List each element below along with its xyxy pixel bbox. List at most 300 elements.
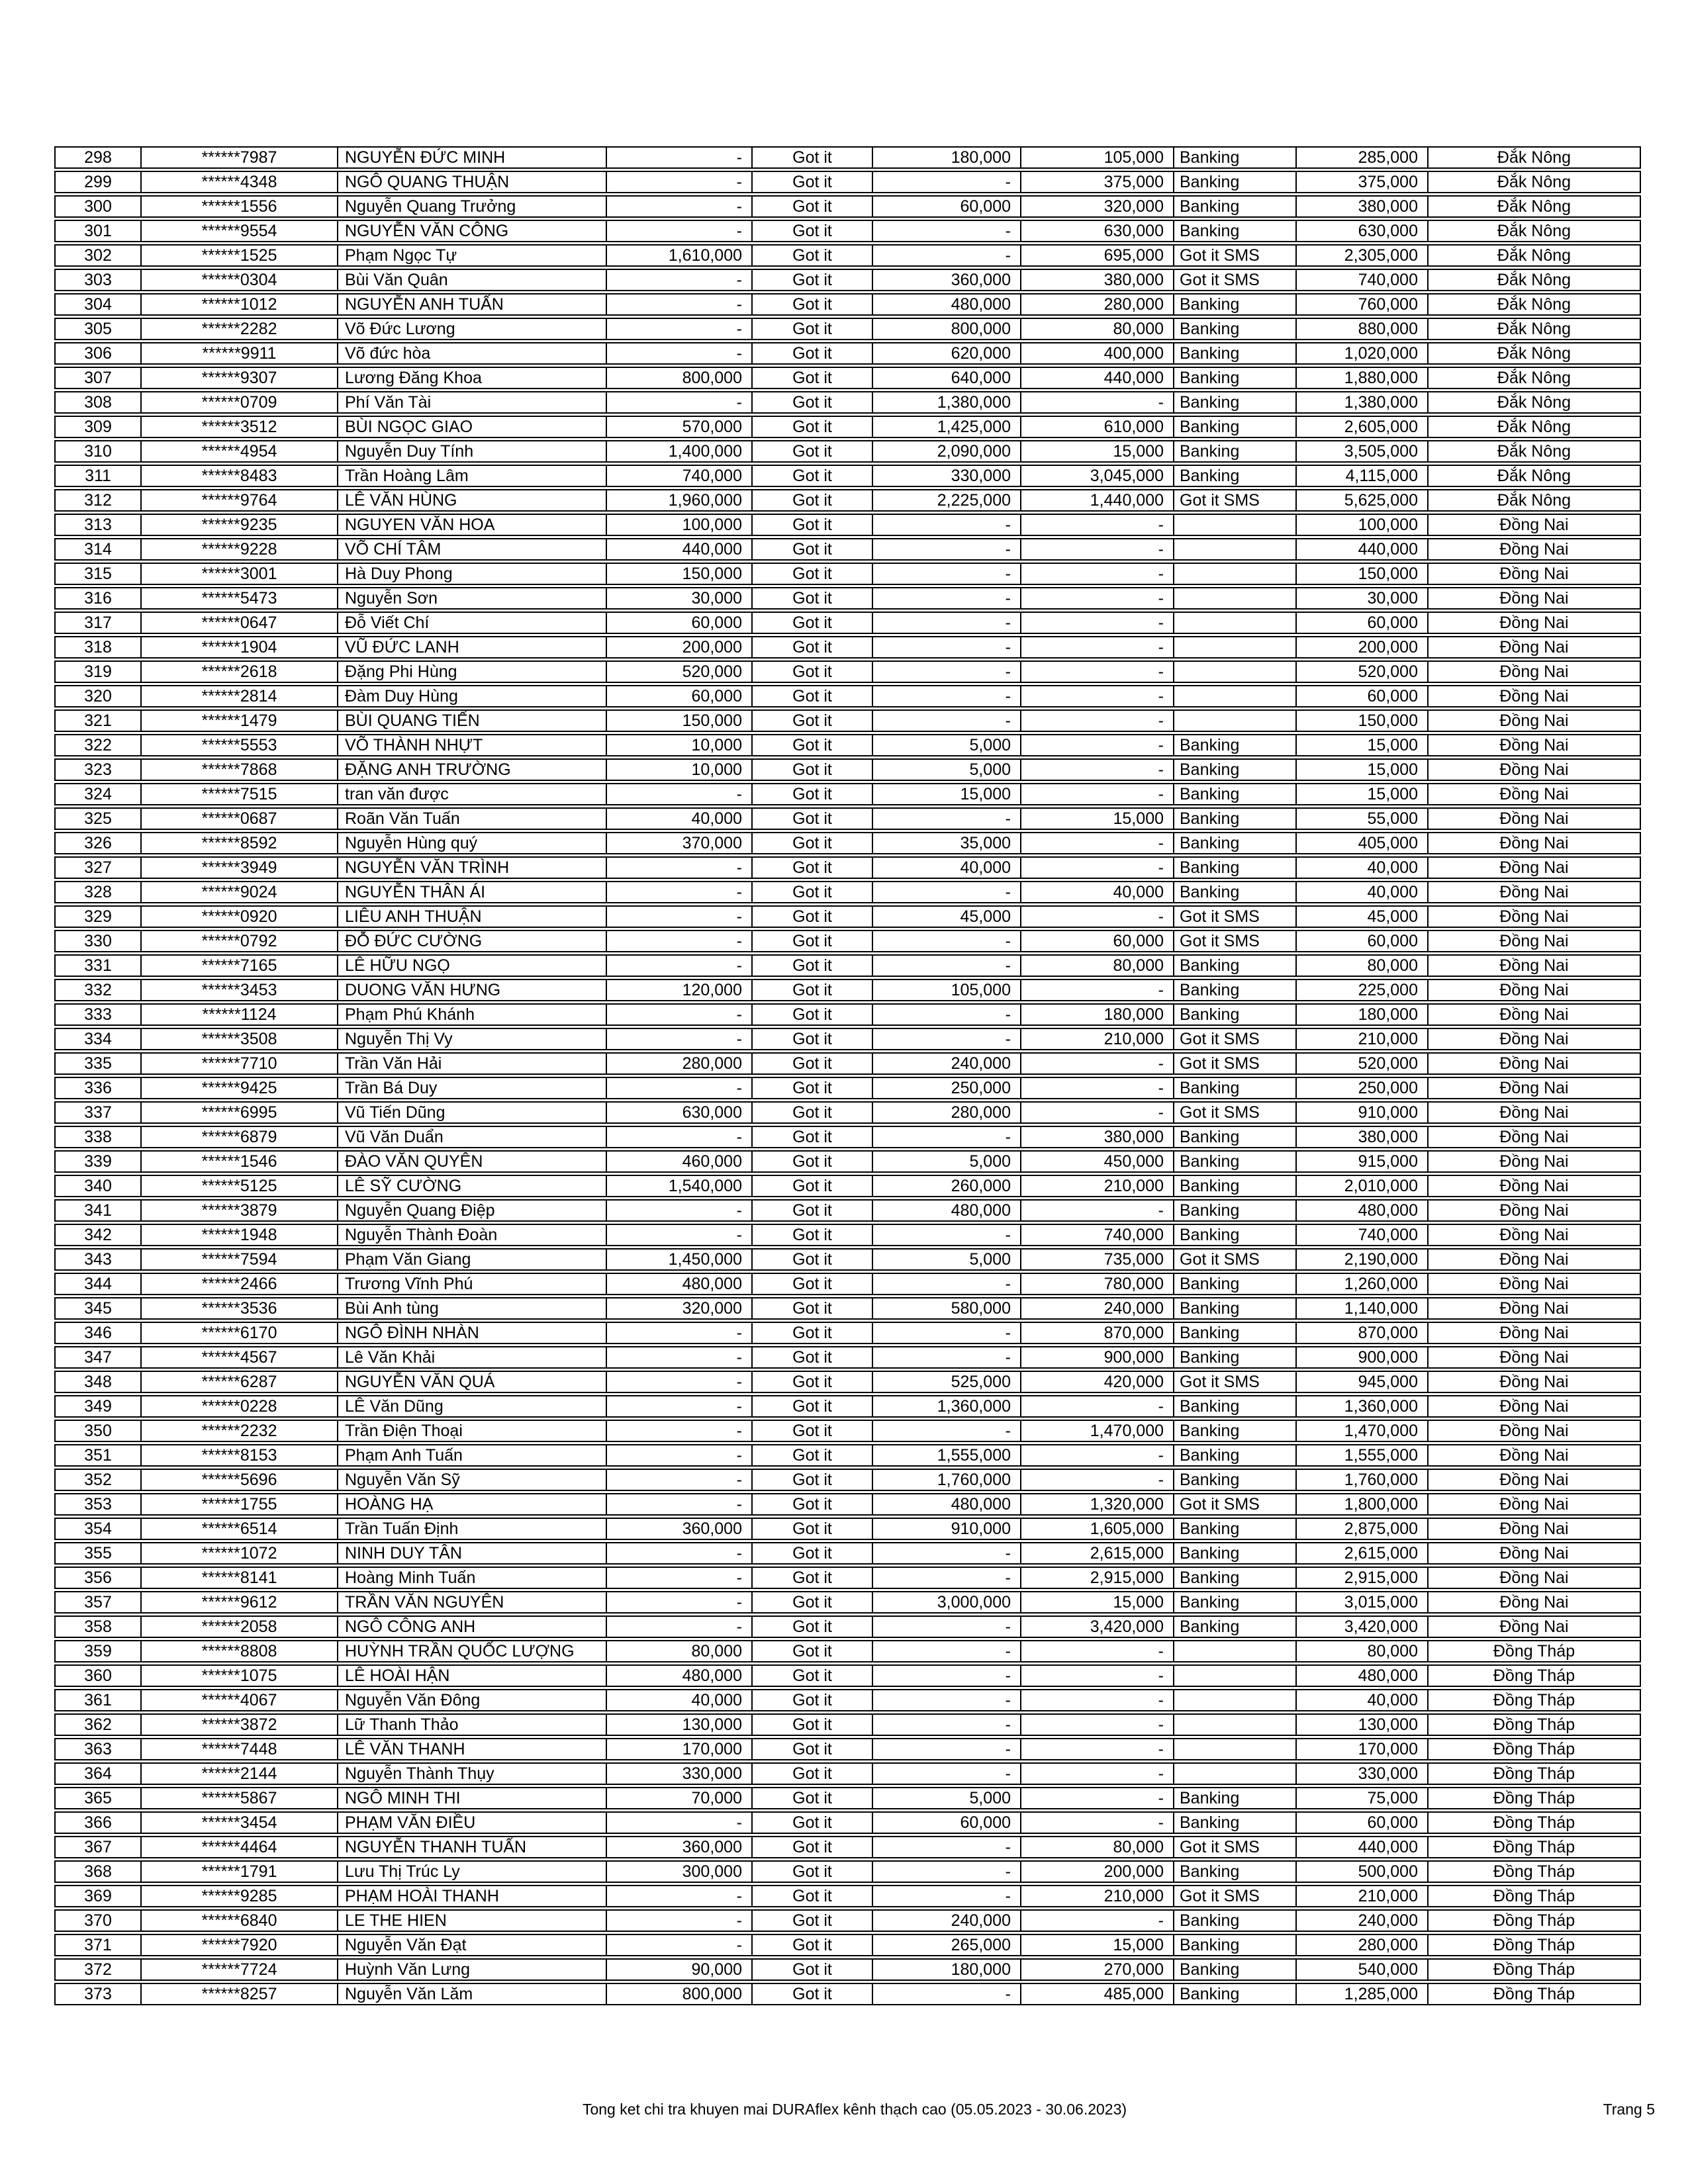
- total-amount-cell: 75,000: [1297, 1787, 1429, 1809]
- table-row: [54, 1077, 1641, 1099]
- total-amount-cell: 60,000: [1297, 612, 1429, 634]
- status-cell: Got it: [753, 1811, 873, 1834]
- table-row: [54, 1224, 1641, 1246]
- masked-phone-cell: ******8483: [142, 465, 338, 487]
- payment-method-cell: Banking: [1174, 1518, 1297, 1540]
- table-row: [54, 1958, 1641, 1981]
- status-cell: Got it: [753, 563, 873, 585]
- province-cell: Đắk Nông: [1429, 465, 1641, 487]
- total-amount-cell: 40,000: [1297, 1689, 1429, 1711]
- amount-1-cell: 1,450,000: [607, 1248, 753, 1271]
- amount-1-cell: -: [607, 1346, 753, 1369]
- amount-2-cell: 580,000: [873, 1297, 1021, 1320]
- province-cell: Đồng Tháp: [1429, 1713, 1641, 1736]
- payment-method-cell: Got it SMS: [1174, 1101, 1297, 1124]
- province-cell: Đồng Tháp: [1429, 1689, 1641, 1711]
- amount-1-cell: 440,000: [607, 538, 753, 561]
- masked-phone-cell: ******0792: [142, 930, 338, 952]
- masked-phone-cell: ******8257: [142, 1983, 338, 2005]
- table-row: [54, 1738, 1641, 1760]
- total-amount-cell: 4,115,000: [1297, 465, 1429, 487]
- total-amount-cell: 2,615,000: [1297, 1542, 1429, 1565]
- row-number-cell: 311: [54, 465, 142, 487]
- payment-method-cell: Banking: [1174, 881, 1297, 903]
- table-row: [54, 195, 1641, 218]
- payment-method-cell: [1174, 514, 1297, 536]
- amount-3-cell: 80,000: [1021, 954, 1174, 977]
- status-cell: Got it: [753, 1860, 873, 1883]
- amount-1-cell: -: [607, 1934, 753, 1956]
- total-amount-cell: 945,000: [1297, 1371, 1429, 1393]
- masked-phone-cell: ******6840: [142, 1909, 338, 1932]
- customer-name-cell: BÙI QUANG TIẾN: [338, 709, 607, 732]
- amount-2-cell: 480,000: [873, 1199, 1021, 1222]
- amount-3-cell: 15,000: [1021, 1591, 1174, 1614]
- amount-1-cell: 200,000: [607, 636, 753, 659]
- status-cell: Got it: [753, 807, 873, 830]
- status-cell: Got it: [753, 538, 873, 561]
- row-number-cell: 331: [54, 954, 142, 977]
- province-cell: Đồng Tháp: [1429, 1762, 1641, 1785]
- customer-name-cell: Phạm Anh Tuấn: [338, 1444, 607, 1467]
- masked-phone-cell: ******5867: [142, 1787, 338, 1809]
- table-row: [54, 1811, 1641, 1834]
- row-number-cell: 304: [54, 293, 142, 316]
- amount-2-cell: 15,000: [873, 783, 1021, 805]
- customer-name-cell: NGUYỄN VĂN QUÁ: [338, 1371, 607, 1393]
- amount-1-cell: -: [607, 1909, 753, 1932]
- row-number-cell: 303: [54, 269, 142, 291]
- amount-1-cell: 150,000: [607, 709, 753, 732]
- amount-3-cell: -: [1021, 636, 1174, 659]
- table-row: [54, 1885, 1641, 1907]
- customer-name-cell: Bùi Văn Quân: [338, 269, 607, 291]
- customer-name-cell: NGÔ MINH THI: [338, 1787, 607, 1809]
- province-cell: Đắk Nông: [1429, 342, 1641, 365]
- province-cell: Đắk Nông: [1429, 220, 1641, 242]
- payment-method-cell: [1174, 612, 1297, 634]
- row-number-cell: 367: [54, 1836, 142, 1858]
- status-cell: Got it: [753, 1469, 873, 1491]
- masked-phone-cell: ******9307: [142, 367, 338, 389]
- payment-method-cell: Banking: [1174, 1126, 1297, 1148]
- province-cell: Đồng Nai: [1429, 905, 1641, 928]
- row-number-cell: 325: [54, 807, 142, 830]
- amount-3-cell: 740,000: [1021, 1224, 1174, 1246]
- amount-3-cell: 240,000: [1021, 1297, 1174, 1320]
- amount-2-cell: -: [873, 1028, 1021, 1050]
- table-row: [54, 342, 1641, 365]
- amount-1-cell: 100,000: [607, 514, 753, 536]
- table-row: [54, 832, 1641, 854]
- payment-method-cell: Got it SMS: [1174, 905, 1297, 928]
- province-cell: Đồng Nai: [1429, 783, 1641, 805]
- total-amount-cell: 30,000: [1297, 587, 1429, 610]
- masked-phone-cell: ******5125: [142, 1175, 338, 1197]
- masked-phone-cell: ******4954: [142, 440, 338, 463]
- province-cell: Đắk Nông: [1429, 293, 1641, 316]
- amount-1-cell: -: [607, 856, 753, 879]
- table-row: [54, 1836, 1641, 1858]
- payment-method-cell: Banking: [1174, 832, 1297, 854]
- customer-name-cell: NGUYEN VĂN HOA: [338, 514, 607, 536]
- province-cell: Đồng Nai: [1429, 758, 1641, 781]
- masked-phone-cell: ******6995: [142, 1101, 338, 1124]
- payment-method-cell: Got it SMS: [1174, 489, 1297, 512]
- amount-2-cell: -: [873, 612, 1021, 634]
- table-row: [54, 734, 1641, 756]
- payment-method-cell: Banking: [1174, 293, 1297, 316]
- customer-name-cell: ĐẶNG ANH TRƯỜNG: [338, 758, 607, 781]
- amount-3-cell: 1,470,000: [1021, 1420, 1174, 1442]
- masked-phone-cell: ******5553: [142, 734, 338, 756]
- total-amount-cell: 330,000: [1297, 1762, 1429, 1785]
- table-row: [54, 881, 1641, 903]
- table-row: [54, 367, 1641, 389]
- total-amount-cell: 440,000: [1297, 538, 1429, 561]
- customer-name-cell: Hoàng Minh Tuấn: [338, 1567, 607, 1589]
- status-cell: Got it: [753, 1175, 873, 1197]
- row-number-cell: 328: [54, 881, 142, 903]
- amount-3-cell: 40,000: [1021, 881, 1174, 903]
- amount-1-cell: 800,000: [607, 367, 753, 389]
- amount-3-cell: 780,000: [1021, 1273, 1174, 1295]
- row-number-cell: 306: [54, 342, 142, 365]
- amount-1-cell: 740,000: [607, 465, 753, 487]
- province-cell: Đồng Nai: [1429, 1126, 1641, 1148]
- customer-name-cell: Phí Văn Tài: [338, 391, 607, 414]
- payment-method-cell: [1174, 1738, 1297, 1760]
- payment-method-cell: [1174, 1664, 1297, 1687]
- total-amount-cell: 1,360,000: [1297, 1395, 1429, 1418]
- amount-2-cell: -: [873, 1224, 1021, 1246]
- total-amount-cell: 240,000: [1297, 1909, 1429, 1932]
- payment-method-cell: Banking: [1174, 1420, 1297, 1442]
- row-number-cell: 341: [54, 1199, 142, 1222]
- amount-2-cell: 1,380,000: [873, 391, 1021, 414]
- total-amount-cell: 2,875,000: [1297, 1518, 1429, 1540]
- table-row: [54, 783, 1641, 805]
- row-number-cell: 337: [54, 1101, 142, 1124]
- amount-3-cell: 375,000: [1021, 171, 1174, 193]
- masked-phone-cell: ******4567: [142, 1346, 338, 1369]
- province-cell: Đồng Nai: [1429, 587, 1641, 610]
- amount-3-cell: 80,000: [1021, 318, 1174, 340]
- province-cell: Đắk Nông: [1429, 440, 1641, 463]
- total-amount-cell: 285,000: [1297, 146, 1429, 169]
- amount-1-cell: -: [607, 1444, 753, 1467]
- row-number-cell: 309: [54, 416, 142, 438]
- row-number-cell: 373: [54, 1983, 142, 2005]
- table-row: [54, 1150, 1641, 1173]
- amount-3-cell: 485,000: [1021, 1983, 1174, 2005]
- row-number-cell: 345: [54, 1297, 142, 1320]
- row-number-cell: 370: [54, 1909, 142, 1932]
- masked-phone-cell: ******1525: [142, 244, 338, 267]
- status-cell: Got it: [753, 1518, 873, 1540]
- amount-3-cell: -: [1021, 1664, 1174, 1687]
- amount-1-cell: -: [607, 1199, 753, 1222]
- amount-1-cell: -: [607, 171, 753, 193]
- status-cell: Got it: [753, 905, 873, 928]
- total-amount-cell: 2,915,000: [1297, 1567, 1429, 1589]
- table-row: [54, 807, 1641, 830]
- amount-3-cell: -: [1021, 783, 1174, 805]
- table-row: [54, 1248, 1641, 1271]
- total-amount-cell: 250,000: [1297, 1077, 1429, 1099]
- payment-method-cell: Banking: [1174, 1811, 1297, 1834]
- amount-3-cell: 450,000: [1021, 1150, 1174, 1173]
- total-amount-cell: 540,000: [1297, 1958, 1429, 1981]
- row-number-cell: 320: [54, 685, 142, 707]
- amount-2-cell: -: [873, 171, 1021, 193]
- row-number-cell: 363: [54, 1738, 142, 1760]
- amount-1-cell: 300,000: [607, 1860, 753, 1883]
- province-cell: Đắk Nông: [1429, 269, 1641, 291]
- masked-phone-cell: ******7920: [142, 1934, 338, 1956]
- province-cell: Đắk Nông: [1429, 171, 1641, 193]
- customer-name-cell: Nguyễn Quang Trưởng: [338, 195, 607, 218]
- table-row: [54, 758, 1641, 781]
- amount-2-cell: 480,000: [873, 1493, 1021, 1516]
- total-amount-cell: 150,000: [1297, 563, 1429, 585]
- status-cell: Got it: [753, 660, 873, 683]
- province-cell: Đồng Nai: [1429, 636, 1641, 659]
- province-cell: Đồng Nai: [1429, 930, 1641, 952]
- status-cell: Got it: [753, 1591, 873, 1614]
- amount-3-cell: -: [1021, 905, 1174, 928]
- status-cell: Got it: [753, 416, 873, 438]
- customer-name-cell: LIÊU ANH THUẬN: [338, 905, 607, 928]
- row-number-cell: 369: [54, 1885, 142, 1907]
- payment-method-cell: [1174, 563, 1297, 585]
- total-amount-cell: 1,260,000: [1297, 1273, 1429, 1295]
- table-row: [54, 636, 1641, 659]
- customer-name-cell: Võ Đức Lương: [338, 318, 607, 340]
- amount-2-cell: 60,000: [873, 195, 1021, 218]
- status-cell: Got it: [753, 1762, 873, 1785]
- row-number-cell: 308: [54, 391, 142, 414]
- status-cell: Got it: [753, 440, 873, 463]
- total-amount-cell: 3,420,000: [1297, 1615, 1429, 1638]
- amount-2-cell: -: [873, 1983, 1021, 2005]
- customer-name-cell: Huỳnh Văn Lưng: [338, 1958, 607, 1981]
- amount-2-cell: -: [873, 807, 1021, 830]
- total-amount-cell: 910,000: [1297, 1101, 1429, 1124]
- customer-name-cell: NGUYỄN VĂN TRÌNH: [338, 856, 607, 879]
- row-number-cell: 324: [54, 783, 142, 805]
- province-cell: Đồng Nai: [1429, 1175, 1641, 1197]
- row-number-cell: 319: [54, 660, 142, 683]
- amount-1-cell: 800,000: [607, 1983, 753, 2005]
- row-number-cell: 352: [54, 1469, 142, 1491]
- amount-2-cell: 3,000,000: [873, 1591, 1021, 1614]
- customer-name-cell: Đặng Phi Hùng: [338, 660, 607, 683]
- total-amount-cell: 1,020,000: [1297, 342, 1429, 365]
- status-cell: Got it: [753, 1958, 873, 1981]
- table-row: [54, 1444, 1641, 1467]
- masked-phone-cell: ******6170: [142, 1322, 338, 1344]
- masked-phone-cell: ******3949: [142, 856, 338, 879]
- status-cell: Got it: [753, 1297, 873, 1320]
- table-row: [54, 1493, 1641, 1516]
- row-number-cell: 316: [54, 587, 142, 610]
- masked-phone-cell: ******6287: [142, 1371, 338, 1393]
- payment-method-cell: Banking: [1174, 1273, 1297, 1295]
- amount-3-cell: -: [1021, 514, 1174, 536]
- amount-1-cell: 150,000: [607, 563, 753, 585]
- status-cell: Got it: [753, 881, 873, 903]
- province-cell: Đồng Nai: [1429, 1518, 1641, 1540]
- table-row: [54, 1615, 1641, 1638]
- masked-phone-cell: ******2814: [142, 685, 338, 707]
- amount-3-cell: -: [1021, 1713, 1174, 1736]
- total-amount-cell: 1,380,000: [1297, 391, 1429, 414]
- row-number-cell: 312: [54, 489, 142, 512]
- masked-phone-cell: ******1479: [142, 709, 338, 732]
- province-cell: Đồng Nai: [1429, 1395, 1641, 1418]
- amount-2-cell: 5,000: [873, 734, 1021, 756]
- status-cell: Got it: [753, 1420, 873, 1442]
- amount-2-cell: -: [873, 244, 1021, 267]
- masked-phone-cell: ******0687: [142, 807, 338, 830]
- table-row: [54, 1322, 1641, 1344]
- row-number-cell: 356: [54, 1567, 142, 1589]
- total-amount-cell: 60,000: [1297, 685, 1429, 707]
- table-row: [54, 856, 1641, 879]
- amount-3-cell: 1,440,000: [1021, 489, 1174, 512]
- amount-2-cell: 800,000: [873, 318, 1021, 340]
- total-amount-cell: 2,305,000: [1297, 244, 1429, 267]
- amount-3-cell: 280,000: [1021, 293, 1174, 316]
- amount-1-cell: -: [607, 146, 753, 169]
- total-amount-cell: 3,015,000: [1297, 1591, 1429, 1614]
- customer-name-cell: TRẦN VĂN NGUYÊN: [338, 1591, 607, 1614]
- status-cell: Got it: [753, 171, 873, 193]
- customer-name-cell: Nguyễn Thành Thụy: [338, 1762, 607, 1785]
- amount-3-cell: -: [1021, 1199, 1174, 1222]
- total-amount-cell: 5,625,000: [1297, 489, 1429, 512]
- masked-phone-cell: ******9554: [142, 220, 338, 242]
- amount-1-cell: 80,000: [607, 1640, 753, 1662]
- status-cell: Got it: [753, 367, 873, 389]
- province-cell: Đồng Tháp: [1429, 1885, 1641, 1907]
- amount-1-cell: 40,000: [607, 1689, 753, 1711]
- table-row: [54, 1101, 1641, 1124]
- amount-2-cell: -: [873, 636, 1021, 659]
- province-cell: Đắk Nông: [1429, 416, 1641, 438]
- total-amount-cell: 55,000: [1297, 807, 1429, 830]
- amount-1-cell: -: [607, 881, 753, 903]
- row-number-cell: 349: [54, 1395, 142, 1418]
- row-number-cell: 333: [54, 1003, 142, 1026]
- customer-name-cell: LÊ Văn Dũng: [338, 1395, 607, 1418]
- masked-phone-cell: ******8592: [142, 832, 338, 854]
- status-cell: Got it: [753, 1077, 873, 1099]
- masked-phone-cell: ******1124: [142, 1003, 338, 1026]
- province-cell: Đắk Nông: [1429, 146, 1641, 169]
- amount-2-cell: -: [873, 1713, 1021, 1736]
- row-number-cell: 322: [54, 734, 142, 756]
- province-cell: Đồng Nai: [1429, 1224, 1641, 1246]
- status-cell: Got it: [753, 391, 873, 414]
- total-amount-cell: 60,000: [1297, 1811, 1429, 1834]
- payment-method-cell: [1174, 660, 1297, 683]
- amount-3-cell: -: [1021, 979, 1174, 1001]
- masked-phone-cell: ******9235: [142, 514, 338, 536]
- amount-1-cell: -: [607, 1028, 753, 1050]
- table-row: [54, 1664, 1641, 1687]
- masked-phone-cell: ******1791: [142, 1860, 338, 1883]
- status-cell: Got it: [753, 1199, 873, 1222]
- amount-1-cell: -: [607, 783, 753, 805]
- payment-method-cell: [1174, 685, 1297, 707]
- amount-2-cell: 330,000: [873, 465, 1021, 487]
- status-cell: Got it: [753, 1615, 873, 1638]
- payment-method-cell: Banking: [1174, 1077, 1297, 1099]
- customer-name-cell: Nguyễn Duy Tính: [338, 440, 607, 463]
- table-row: [54, 171, 1641, 193]
- amount-3-cell: -: [1021, 587, 1174, 610]
- amount-1-cell: 90,000: [607, 1958, 753, 1981]
- customer-name-cell: Trần Văn Hải: [338, 1052, 607, 1075]
- masked-phone-cell: ******7165: [142, 954, 338, 977]
- row-number-cell: 326: [54, 832, 142, 854]
- amount-3-cell: 380,000: [1021, 1126, 1174, 1148]
- province-cell: Đồng Nai: [1429, 832, 1641, 854]
- customer-name-cell: Trần Hoàng Lâm: [338, 465, 607, 487]
- status-cell: Got it: [753, 1028, 873, 1050]
- table-row: [54, 1762, 1641, 1785]
- payment-method-cell: Banking: [1174, 1224, 1297, 1246]
- payment-method-cell: Got it SMS: [1174, 244, 1297, 267]
- payment-method-cell: [1174, 538, 1297, 561]
- masked-phone-cell: ******1948: [142, 1224, 338, 1246]
- status-cell: Got it: [753, 1983, 873, 2005]
- table-row: [54, 1297, 1641, 1320]
- province-cell: Đồng Nai: [1429, 1248, 1641, 1271]
- amount-3-cell: -: [1021, 1077, 1174, 1099]
- amount-1-cell: 60,000: [607, 612, 753, 634]
- payment-method-cell: Banking: [1174, 1346, 1297, 1369]
- customer-name-cell: Đàm Duy Hùng: [338, 685, 607, 707]
- masked-phone-cell: ******1546: [142, 1150, 338, 1173]
- total-amount-cell: 150,000: [1297, 709, 1429, 732]
- masked-phone-cell: ******7594: [142, 1248, 338, 1271]
- amount-3-cell: 270,000: [1021, 1958, 1174, 1981]
- customer-name-cell: NGÔ CÔNG ANH: [338, 1615, 607, 1638]
- customer-name-cell: Nguyễn Văn Lăm: [338, 1983, 607, 2005]
- row-number-cell: 314: [54, 538, 142, 561]
- table-row: [54, 1028, 1641, 1050]
- total-amount-cell: 3,505,000: [1297, 440, 1429, 463]
- row-number-cell: 351: [54, 1444, 142, 1467]
- amount-1-cell: -: [607, 1493, 753, 1516]
- customer-name-cell: VÕ THÀNH NHỰT: [338, 734, 607, 756]
- amount-3-cell: 380,000: [1021, 269, 1174, 291]
- amount-1-cell: -: [607, 1591, 753, 1614]
- amount-1-cell: -: [607, 195, 753, 218]
- province-cell: Đồng Nai: [1429, 612, 1641, 634]
- row-number-cell: 318: [54, 636, 142, 659]
- row-number-cell: 371: [54, 1934, 142, 1956]
- total-amount-cell: 440,000: [1297, 1836, 1429, 1858]
- amount-2-cell: -: [873, 1885, 1021, 1907]
- footer-summary-text: Tong ket chi tra khuyen mai DURAflex kênh thạch cao (05.05.2023 - 30.06.2023): [582, 2101, 1127, 2118]
- province-cell: Đồng Nai: [1429, 1371, 1641, 1393]
- payment-method-cell: Got it SMS: [1174, 1028, 1297, 1050]
- amount-3-cell: -: [1021, 1909, 1174, 1932]
